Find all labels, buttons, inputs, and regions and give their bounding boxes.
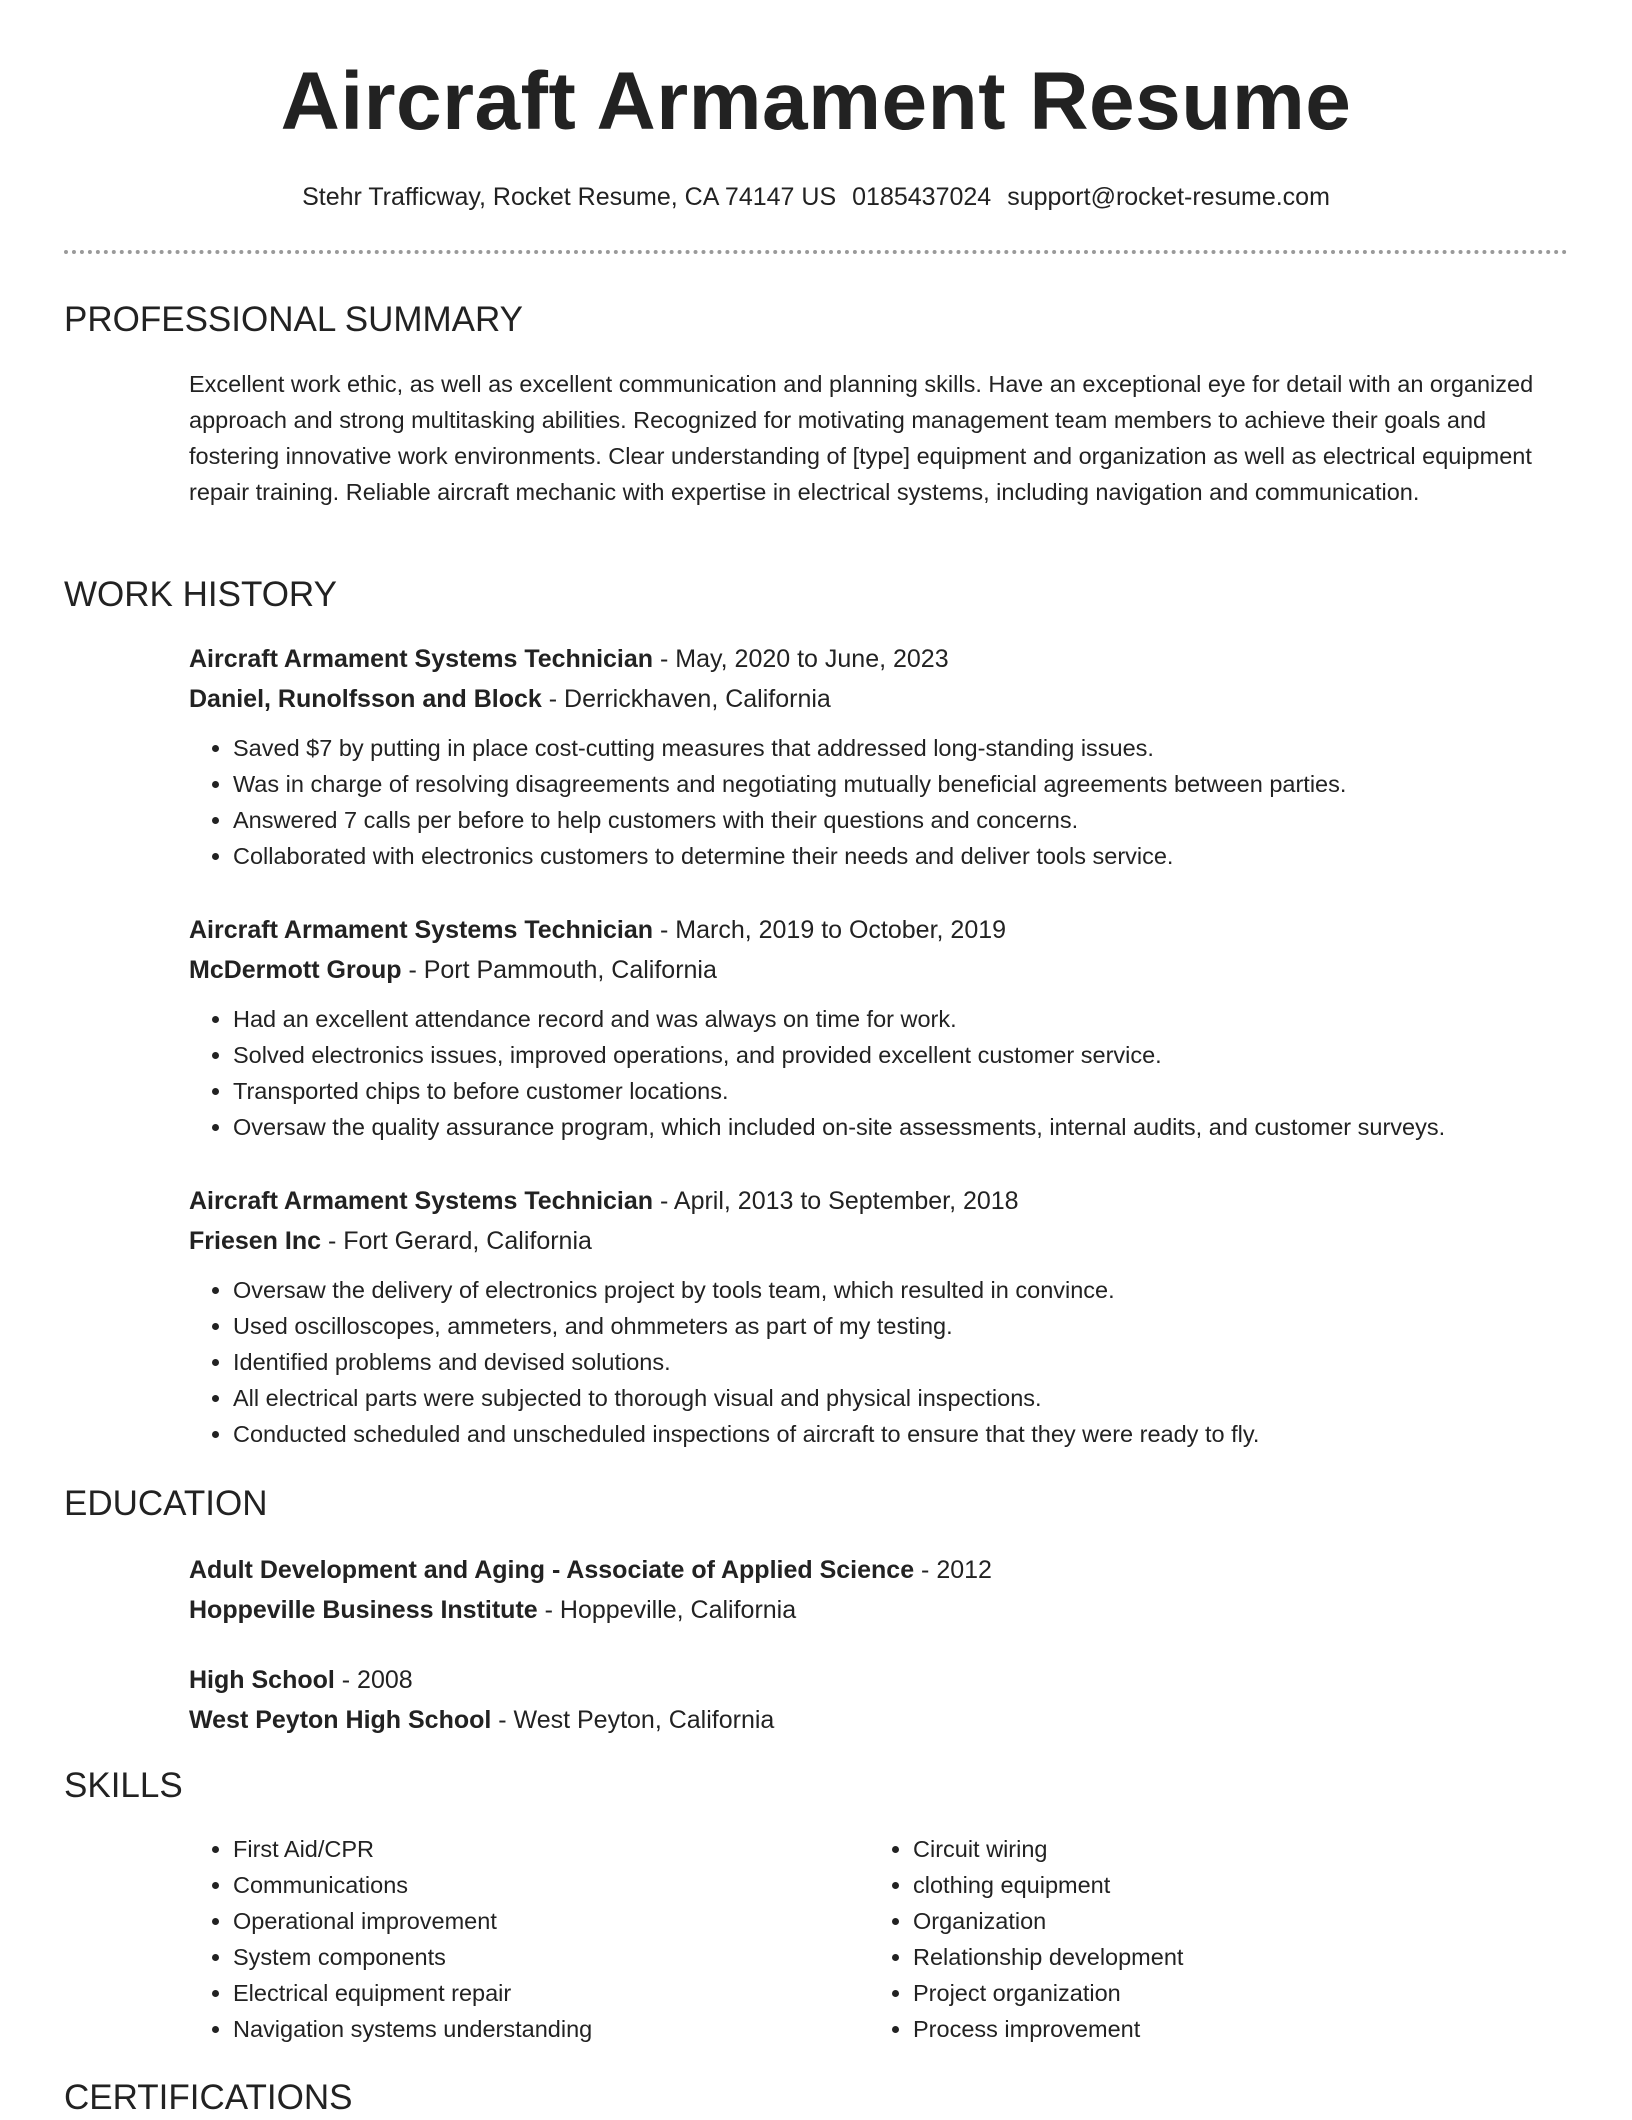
job-title: Aircraft Armament Systems Technician: [189, 1187, 654, 1215]
job-bullet: • Had an excellent attendance record and was always on time for work.: [233, 1001, 1569, 1037]
job-bullet-list: [189, 1001, 1569, 1145]
education-year: - 2008: [334, 1666, 413, 1694]
job-dates: - April, 2013 to September, 2018: [653, 1187, 1019, 1215]
header-divider: [64, 250, 1568, 254]
job-entry: [189, 910, 1569, 1145]
job-bullet: • All electrical parts were subjected to thorough visual and physical inspections.: [233, 1380, 1569, 1416]
job-company: Friesen Inc: [189, 1227, 321, 1255]
job-dates: - March, 2019 to October, 2019: [653, 916, 1007, 944]
job-bullet: • Saved $7 by putting in place cost-cutting measures that addressed long-standing issues.: [233, 730, 1569, 766]
contact-address: Stehr Trafficway, Rocket Resume, CA 74147 US: [302, 183, 837, 211]
contact-email[interactable]: support@rocket-resume.com: [1007, 183, 1330, 211]
job-bullet: • Identified problems and devised solutions.: [233, 1344, 1569, 1380]
job-company-line: [189, 679, 1569, 719]
education-location: - West Peyton, California: [491, 1706, 775, 1734]
skill-item: • System components: [233, 1939, 789, 1975]
job-title: Aircraft Armament Systems Technician: [189, 645, 654, 673]
job-bullet-list: [189, 1272, 1569, 1452]
education-degree: High School: [189, 1666, 335, 1694]
education-entry: [189, 1660, 1569, 1740]
skills-list: [189, 1831, 789, 2047]
job-company: McDermott Group: [189, 956, 402, 984]
skill-item: • clothing equipment: [913, 1867, 1469, 1903]
job-location: - Port Pammouth, California: [401, 956, 717, 984]
education-degree-line: [189, 1660, 1569, 1700]
education-school: West Peyton High School: [189, 1706, 492, 1734]
section-title-certifications: CERTIFICATIONS: [64, 2078, 353, 2117]
education-school-line: [189, 1700, 1569, 1740]
job-entry: [189, 1181, 1569, 1452]
job-location: - Derrickhaven, California: [541, 685, 831, 713]
skill-item: • Electrical equipment repair: [233, 1975, 789, 2011]
education-school-line: [189, 1590, 1569, 1630]
job-dates: - May, 2020 to June, 2023: [653, 645, 949, 673]
skill-item: • Circuit wiring: [913, 1831, 1469, 1867]
job-company: Daniel, Runolfsson and Block: [189, 685, 542, 713]
education-year: - 2012: [914, 1556, 992, 1584]
job-title: Aircraft Armament Systems Technician: [189, 916, 654, 944]
education-entry: [189, 1550, 1569, 1630]
job-bullet: • Solved electronics issues, improved operations, and provided excellent customer service.: [233, 1037, 1569, 1073]
job-bullet: • Used oscilloscopes, ammeters, and ohmmeters as part of my testing.: [233, 1308, 1569, 1344]
job-bullet: • Answered 7 calls per before to help customers with their questions and concerns.: [233, 802, 1569, 838]
education-degree-line: [189, 1550, 1569, 1590]
skills-column-left: [189, 1831, 789, 2047]
job-bullet: • Oversaw the delivery of electronics project by tools team, which resulted in convince.: [233, 1272, 1569, 1308]
skill-item: • First Aid/CPR: [233, 1831, 789, 1867]
skill-item: • Organization: [913, 1903, 1469, 1939]
job-title-line: [189, 910, 1569, 950]
job-bullet-list: [189, 730, 1569, 874]
skill-item: • Relationship development: [913, 1939, 1469, 1975]
summary-text: Excellent work ethic, as well as excellent communication and planning skills. Have an exceptional eye for detail with an organized approach and strong multitasking abilities. Recognized for motivating management team members to achieve their goals and fostering innovative work environments. Clear understanding of [type] equipment and organization as well as electrical equipment repair training. Reliable aircraft mechanic with expertise in electrical systems, including navigation and communication.: [189, 371, 1534, 505]
job-title-line: [189, 1181, 1569, 1221]
skill-item: • Navigation systems understanding: [233, 2011, 789, 2047]
job-company-line: [189, 950, 1569, 990]
contact-phone: 0185437024: [852, 183, 992, 211]
job-location: - Fort Gerard, California: [321, 1227, 592, 1255]
education-degree: Adult Development and Aging - Associate of Applied Science: [189, 1556, 915, 1584]
resume-title: Aircraft Armament Resume: [280, 56, 1352, 147]
section-title-skills: SKILLS: [64, 1766, 183, 1805]
job-bullet: • Transported chips to before customer locations.: [233, 1073, 1569, 1109]
job-company-line: [189, 1221, 1569, 1261]
section-title-education: EDUCATION: [64, 1484, 268, 1523]
education-location: - Hoppeville, California: [537, 1596, 797, 1624]
job-title-line: [189, 639, 1569, 679]
job-bullet: • Conducted scheduled and unscheduled inspections of aircraft to ensure that they were ready to fly.: [233, 1416, 1569, 1452]
skill-item: • Communications: [233, 1867, 789, 1903]
section-title-work-history: WORK HISTORY: [64, 575, 337, 614]
education-school: Hoppeville Business Institute: [189, 1596, 538, 1624]
job-bullet: • Collaborated with electronics customers to determine their needs and deliver tools service.: [233, 838, 1569, 874]
job-bullet: • Was in charge of resolving disagreements and negotiating mutually beneficial agreements between parties.: [233, 766, 1569, 802]
skill-item: • Process improvement: [913, 2011, 1469, 2047]
skills-list: [869, 1831, 1469, 2047]
contact-line: [0, 180, 1632, 214]
section-title-summary: PROFESSIONAL SUMMARY: [64, 300, 523, 339]
skills-column-right: [869, 1831, 1469, 2047]
skill-item: • Project organization: [913, 1975, 1469, 2011]
skill-item: • Operational improvement: [233, 1903, 789, 1939]
job-entry: [189, 639, 1569, 874]
job-bullet: • Oversaw the quality assurance program, which included on-site assessments, internal audits, and customer surveys.: [233, 1109, 1569, 1145]
